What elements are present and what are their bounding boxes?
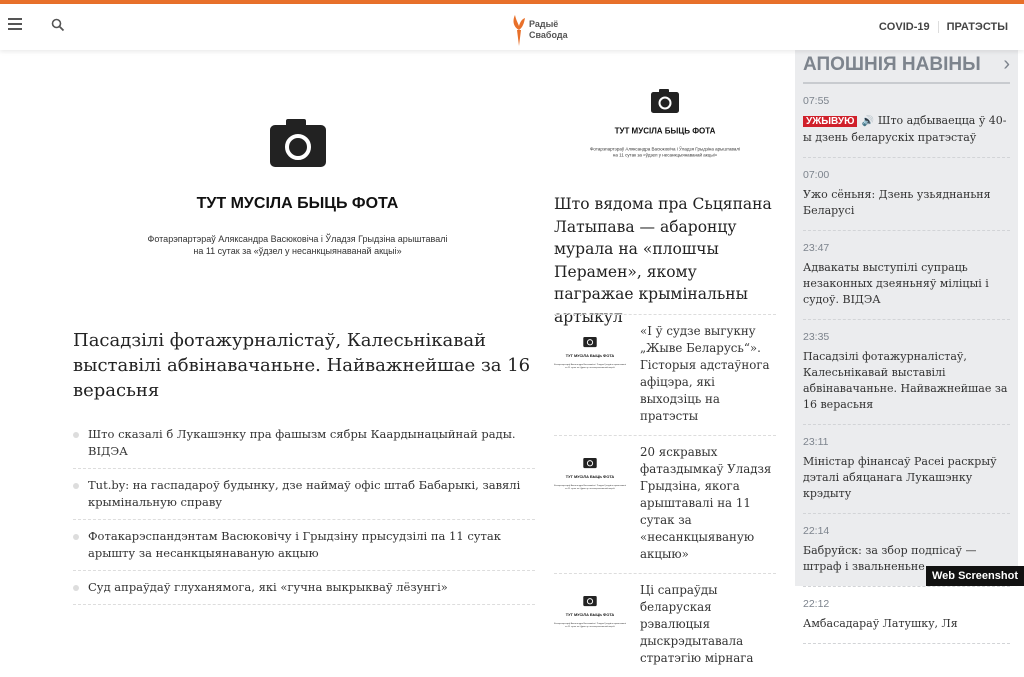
news-title: Адвакаты выступілі супраць незаконных дзеяньняў міліцыі і судоў. ВІДЭА: [803, 261, 989, 306]
news-title: Ужо сёньня: Дзень узьяднаньня Беларусі: [803, 188, 991, 217]
main-headline[interactable]: Пасадзілі фотажурналістаў, Калесьнікавай выставілі абвінавачаньне. Найважнейшае за 16 верасьня: [73, 330, 531, 401]
story-title[interactable]: Ці сапраўды беларуская рэвалюцыя дыскрэдытавала стратэгію мірнага: [640, 583, 754, 665]
camera-icon: [651, 92, 679, 113]
logo-text: Радыё Свабода: [529, 19, 568, 40]
news-time: 23:35: [803, 331, 830, 343]
news-title: Што адбываецца ў 40-ы дзень беларускіх пратэстаў: [803, 114, 1007, 144]
placeholder-caption: Фотарэпартэраў Аляксандра Васюковіча і Ўладзя Грыдзіна арыштавалі на 11 сутак за «ўдзел у несанкцыянаванай акцыі»: [590, 146, 740, 158]
news-time: 23:47: [803, 242, 830, 254]
placeholder-title: ТУТ МУСІЛА БЫЦЬ ФОТА: [565, 612, 615, 617]
news-item[interactable]: [803, 587, 1010, 644]
camera-icon: [270, 125, 326, 167]
chevron-right-icon[interactable]: ›: [1003, 53, 1010, 75]
related-list: [73, 418, 535, 605]
nav-covid[interactable]: COVID-19: [878, 21, 930, 33]
sidebar-title: АПОШНІЯ НАВІНЫ: [803, 53, 981, 75]
latest-news-sidebar: [795, 50, 1018, 630]
news-title: Пасадзілі фотажурналістаў, Калесьнікавай выставілі абвінавачаньне. Найважнейшае за 16 верасьня: [803, 350, 1008, 411]
story-list: [554, 314, 776, 677]
placeholder-caption: Фотарэпартэраў Аляксандра Васюковіча і Ўладзя Грыдзіна арыштавалі на 11 сутак за «ўдзел у несанкцыянаванай акцыі»: [147, 234, 448, 256]
top-nav: [871, 21, 1016, 33]
secondary-headline[interactable]: Што вядома пра Сьцяпана Латыпава — абаронцу мурала на «плошчы Перамен», якому пагражае крымінальны артыкул: [554, 195, 772, 326]
list-item[interactable]: Што сказалі б Лукашэнку пра фашызм сябры Каардынацыйнай рады. ВІДЭА: [73, 418, 535, 469]
site-header: [0, 4, 1024, 50]
story-item[interactable]: [554, 314, 776, 435]
story-title[interactable]: «І ў судзе выгукну „Жыве Беларусь“». Гісторыя адстаўнога афіцэра, які выходзіць на пратэсты: [640, 324, 770, 423]
list-item[interactable]: Фотакарэспандэнтам Васюковічу і Грыдзіну прысудзілі па 11 сутак арышту за несанкцыянаваную акцыю: [73, 520, 535, 571]
placeholder-title: ТУТ МУСІЛА БЫЦЬ ФОТА: [196, 195, 399, 212]
news-title: Бабруйск: за збор подпісаў — штраф і звальненьне: [803, 544, 977, 573]
news-item[interactable]: [803, 231, 1010, 320]
thumbnail[interactable]: [554, 596, 626, 636]
search-icon[interactable]: [51, 18, 65, 32]
news-time: 22:14: [803, 525, 830, 537]
audio-icon: 🔊: [861, 116, 874, 127]
placeholder-title: ТУТ МУСІЛА БЫЦЬ ФОТА: [614, 127, 716, 136]
logo[interactable]: [512, 14, 573, 46]
camera-icon: [583, 458, 596, 468]
nav-protests[interactable]: ПРАТЭСТЫ: [938, 21, 1016, 33]
news-time: 22:12: [803, 598, 830, 610]
placeholder-caption: Фотарэпартэраў Аляксандра Васюковіча і Ўладзя Грыдзіна арыштавалі на 11 сутак за «ўдзел у несанкцыянаванай акцыі»: [554, 363, 626, 369]
camera-icon: [583, 337, 596, 347]
photo-placeholder[interactable]: [55, 125, 540, 257]
placeholder-caption: Фотарэпартэраў Аляксандра Васюковіча і Ўладзя Грыдзіна арыштавалі на 11 сутак за «ўдзел у несанкцыянаванай акцыі»: [554, 622, 626, 628]
live-badge: УЖЫВУЮ: [803, 116, 857, 127]
list-item[interactable]: Суд апраўдаў глуханямога, які «гучна выкрыкваў лёзунгі»: [73, 571, 535, 605]
menu-icon[interactable]: [8, 18, 22, 32]
news-title: Амбасадараў Латушку, Ля: [803, 617, 958, 630]
watermark: Web Screenshot: [926, 566, 1024, 586]
news-time: 23:11: [803, 436, 829, 448]
news-time: 07:00: [803, 169, 830, 181]
news-time: 07:55: [803, 95, 830, 107]
thumbnail[interactable]: [554, 458, 626, 498]
camera-icon: [583, 596, 596, 606]
story-item[interactable]: [554, 435, 776, 573]
placeholder-caption: Фотарэпартэраў Аляксандра Васюковіча і Ўладзя Грыдзіна арыштавалі на 11 сутак за «ўдзел у несанкцыянаванай акцыі»: [554, 484, 626, 490]
story-item[interactable]: [554, 573, 776, 677]
sidebar-header[interactable]: [803, 50, 1010, 84]
torch-logo-icon: [512, 14, 526, 46]
news-title: Міністар фінансаў Расеі раскрыў дэталі абяцанага Лукашэнку крэдыту: [803, 455, 997, 500]
placeholder-title: ТУТ МУСІЛА БЫЦЬ ФОТА: [565, 353, 615, 358]
placeholder-title: ТУТ МУСІЛА БЫЦЬ ФОТА: [565, 474, 615, 479]
news-item[interactable]: [803, 425, 1010, 514]
news-item[interactable]: [803, 158, 1010, 231]
thumbnail[interactable]: [554, 337, 626, 377]
story-title[interactable]: 20 яскравых фатаздымкаў Уладзя Грыдзіна, якога арыштавалі на 11 сутак за «несанкцыяваную акцыю»: [640, 445, 772, 561]
photo-placeholder[interactable]: [555, 92, 775, 158]
news-item[interactable]: [803, 84, 1010, 158]
news-item[interactable]: [803, 320, 1010, 425]
list-item[interactable]: Tut.by: на гаспадароў будынку, дзе наймаў офіс штаб Бабарыкі, завялі крымінальную справу: [73, 469, 535, 520]
